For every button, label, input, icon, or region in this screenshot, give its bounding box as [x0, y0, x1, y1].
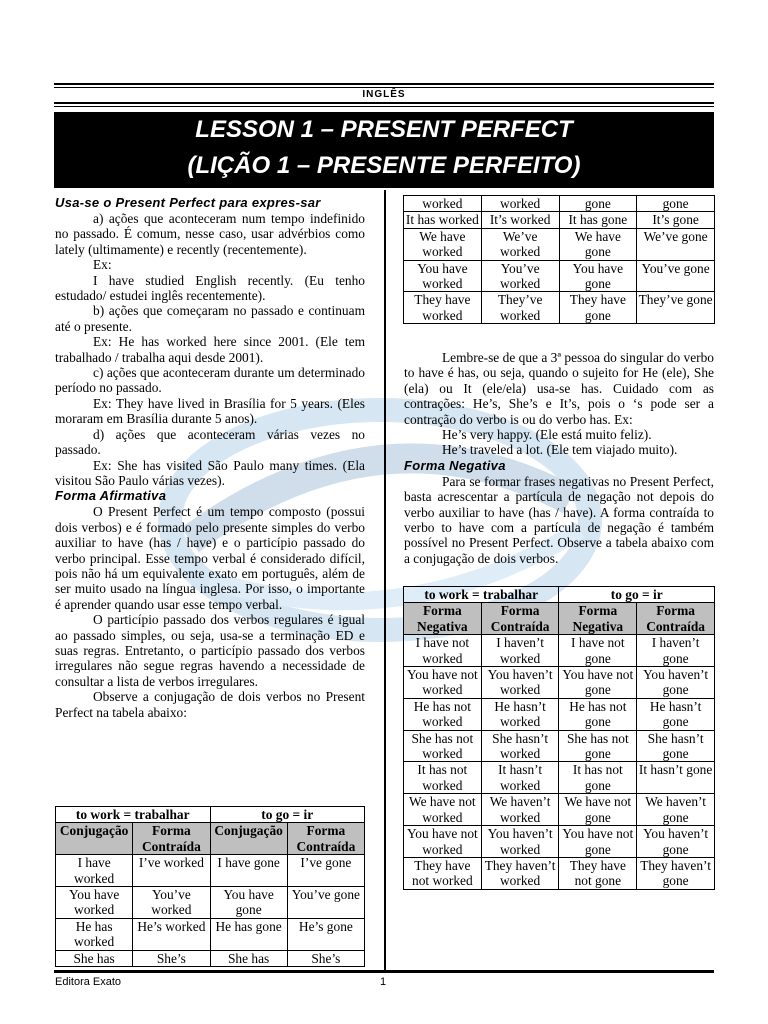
table-row	[404, 667, 715, 699]
table-cell: They have worked	[404, 292, 482, 324]
table-cell: It’s worked	[481, 212, 559, 228]
table-column-header: Forma Contraída	[481, 603, 559, 635]
table-cell: I have not gone	[559, 635, 637, 667]
table-row	[56, 918, 365, 950]
negative-paragraph: Para se formar frases negativas no Present Perfect, basta acrescentar a partícula de negação not depois do verbo auxiliar to have (has / have). A forma contraída to verbo to have com a partícula de negação é também possível no Present Perfect. Observe a tabela abaixo com a conjugação de dois verbos.	[404, 473, 714, 566]
has-note-example-1: He’s very happy. (Ele está muito feliz).	[442, 427, 652, 443]
table-row	[56, 950, 365, 966]
table-column-header: Forma Negativa	[559, 603, 637, 635]
table-cell: We’ve gone	[637, 228, 715, 260]
usage-heading: Usa-se o Present Perfect para expres-sar	[55, 195, 321, 210]
usage-b-example: Ex: He has worked here since 2001. (Ele tem trabalhado / trabalha aqui desde 2001).	[55, 334, 365, 365]
usage-d-text: d) ações que aconteceram várias vezes no passado.	[55, 426, 365, 458]
table-cell: She has	[56, 950, 133, 966]
right-column	[404, 350, 714, 566]
table-cell: I have not worked	[404, 635, 482, 667]
affirmative-paragraph-1: O Present Perfect é um tempo composto (possui dois verbos) e é formado pelo presente simples do verbo auxiliar to have (has / have) e o particípio passado do verbo principal. Esse tempo verbal é considerado difícil, pois não há um equivalente exato em português, além de ser muito usado na língua inglesa. Por isso, o importante é aprender quando usar esse tempo verbal.	[55, 504, 365, 612]
table-cell: You have worked	[404, 260, 482, 292]
table-cell: You’ve worked	[133, 887, 210, 919]
table-cell: You have gone	[559, 260, 637, 292]
table-column-header: Forma Negativa	[404, 603, 482, 635]
table-cell: They have gone	[559, 292, 637, 324]
table-group-header: to go = ir	[559, 587, 715, 603]
table-cell: She has not worked	[404, 730, 482, 762]
table-cell: He has gone	[210, 918, 287, 950]
table-column-header: Forma Contraída	[287, 823, 364, 855]
usage-b-text: b) ações que começaram no passado e continuam até o presente.	[55, 303, 365, 334]
table-cell: It has gone	[559, 212, 637, 228]
table-column-header: Conjugação	[56, 823, 133, 855]
table-row	[404, 212, 715, 228]
table-cell: You haven’t gone	[637, 826, 715, 858]
lesson-subtitle: (LIÇÃO 1 – PRESENTE PERFEITO)	[187, 152, 581, 179]
table-cell: You haven’t worked	[481, 667, 559, 699]
table-cell: They haven’t gone	[637, 857, 715, 889]
table-cell: gone	[559, 196, 637, 212]
header-bottom-rules	[54, 102, 714, 109]
table-cell: We’ve worked	[481, 228, 559, 260]
table-cell: They have not worked	[404, 857, 482, 889]
table-row	[404, 762, 715, 794]
table-group-header: to go = ir	[210, 807, 365, 823]
table-cell: It hasn’t worked	[481, 762, 559, 794]
table-cell: We have gone	[559, 228, 637, 260]
affirmative-paragraph-2: O particípio passado dos verbos regulares é igual ao passado simples, ou seja, usa-se a terminação ED e suas regras. Entretanto, o particípio passado dos verbos irregulares não segue regras havendo a necessidade de consultar a lista de verbos irregulares.	[55, 612, 365, 689]
table-cell: gone	[637, 196, 715, 212]
table-cell: They’ve gone	[637, 292, 715, 324]
table-cell: You haven’t gone	[637, 667, 715, 699]
table-cell: It hasn’t gone	[637, 762, 715, 794]
table-cell: It has worked	[404, 212, 482, 228]
table-column-header: Forma Contraída	[637, 603, 715, 635]
table-row	[56, 887, 365, 919]
usage-a-text: a) ações que aconteceram num tempo indefinido no passado. É comum, nesse caso, usar advérbios como lately (ultimamente) e recently (recentemente).	[55, 211, 365, 257]
table-cell: She hasn’t gone	[637, 730, 715, 762]
table-cell: It has not worked	[404, 762, 482, 794]
table-cell: You’ve worked	[481, 260, 559, 292]
table-cell: I have worked	[56, 855, 133, 887]
table-cell: I haven’t worked	[481, 635, 559, 667]
table-cell: You’ve gone	[287, 887, 364, 919]
table-cell: He has worked	[56, 918, 133, 950]
table-cell: It’s gone	[637, 212, 715, 228]
table-column-header: Forma Contraída	[133, 823, 210, 855]
table-row	[404, 228, 715, 260]
table-cell: You have not worked	[404, 826, 482, 858]
table-cell: It has not gone	[559, 762, 637, 794]
has-note-example-2: He’s traveled a lot. (Ele tem viajado muito).	[442, 442, 678, 458]
table-cell: You have not gone	[559, 826, 637, 858]
table-row	[404, 698, 715, 730]
table-cell: He has not gone	[559, 698, 637, 730]
table-row	[404, 826, 715, 858]
footer-publisher: Editora Exato	[55, 976, 122, 988]
table-group-header: to work = trabalhar	[404, 587, 559, 603]
table-row	[56, 855, 365, 887]
table-row	[404, 260, 715, 292]
table-row	[404, 635, 715, 667]
table-cell: You have not gone	[559, 667, 637, 699]
affirmative-paragraph-3: Observe a conjugação de dois verbos no Present Perfect na tabela abaixo:	[55, 689, 365, 720]
table-row	[404, 292, 715, 324]
affirmative-table	[55, 806, 365, 967]
table-cell: He hasn’t gone	[637, 698, 715, 730]
table-cell: You haven’t worked	[481, 826, 559, 858]
footer-rule	[54, 970, 714, 973]
table-cell: She’s	[133, 950, 210, 966]
usage-d-example: Ex: She has visited São Paulo many times. (Ela visitou São Paulo várias vezes).	[55, 457, 365, 488]
affirmative-table-continued	[403, 195, 715, 324]
table-cell: I’ve gone	[287, 855, 364, 887]
table-row	[404, 794, 715, 826]
table-cell: You have worked	[56, 887, 133, 919]
affirmative-heading: Forma Afirmativa	[55, 488, 167, 504]
left-column	[55, 195, 365, 720]
table-cell: He hasn’t worked	[481, 698, 559, 730]
table-column-header: Conjugação	[210, 823, 287, 855]
usage-a-example: I have studied English recently. (Eu tenho estudado/ estudei inglês recentemente).	[55, 272, 365, 304]
usage-c-text: c) ações que aconteceram durante um determinado período no passado.	[55, 365, 365, 396]
negative-heading: Forma Negativa	[404, 457, 506, 473]
table-cell: We haven’t worked	[481, 794, 559, 826]
table-cell: They haven’t worked	[481, 857, 559, 889]
negative-table	[403, 586, 715, 890]
table-cell: worked	[481, 196, 559, 212]
table-cell: He’s gone	[287, 918, 364, 950]
table-cell: I have gone	[210, 855, 287, 887]
table-cell: He’s worked	[133, 918, 210, 950]
has-note-paragraph: Lembre-se de que a 3ª pessoa do singular do verbo to have é has, ou seja, quando o sujeito for He (ele), She (ela) ou It (ele/ela) usa-se has. Cuidado com as contrações: He’s, She’s e It’s, pois o ‘s pode ser a contração do verbo is ou do verbo has. Ex:	[404, 350, 714, 427]
table-cell: worked	[404, 196, 482, 212]
table-cell: I haven’t gone	[637, 635, 715, 667]
table-cell: You have gone	[210, 887, 287, 919]
usage-c-example: Ex: They have lived in Brasília for 5 years. (Eles moraram em Brasília durante 5 anos).	[55, 395, 365, 427]
lesson-title: LESSON 1 – PRESENT PERFECT	[195, 116, 573, 143]
table-cell: She has	[210, 950, 287, 966]
table-row	[404, 730, 715, 762]
page-number: 1	[380, 976, 387, 988]
table-cell: I’ve worked	[133, 855, 210, 887]
table-cell: She’s	[287, 950, 364, 966]
table-cell: They’ve worked	[481, 292, 559, 324]
lesson-title-banner	[54, 112, 714, 188]
usage-a-example-label: Ex:	[93, 257, 112, 273]
table-cell: She hasn’t worked	[481, 730, 559, 762]
table-row	[404, 857, 715, 889]
table-row	[404, 196, 715, 212]
table-cell: We have not gone	[559, 794, 637, 826]
table-cell: He has not worked	[404, 698, 482, 730]
table-cell: They have not gone	[559, 857, 637, 889]
table-cell: We haven’t gone	[637, 794, 715, 826]
table-cell: We have worked	[404, 228, 482, 260]
table-cell: She has not gone	[559, 730, 637, 762]
table-cell: You’ve gone	[637, 260, 715, 292]
table-cell: We have not worked	[404, 794, 482, 826]
table-cell: You have not worked	[404, 667, 482, 699]
section-label: INGLÊS	[362, 89, 406, 100]
column-divider	[384, 190, 386, 970]
table-group-header: to work = trabalhar	[56, 807, 211, 823]
